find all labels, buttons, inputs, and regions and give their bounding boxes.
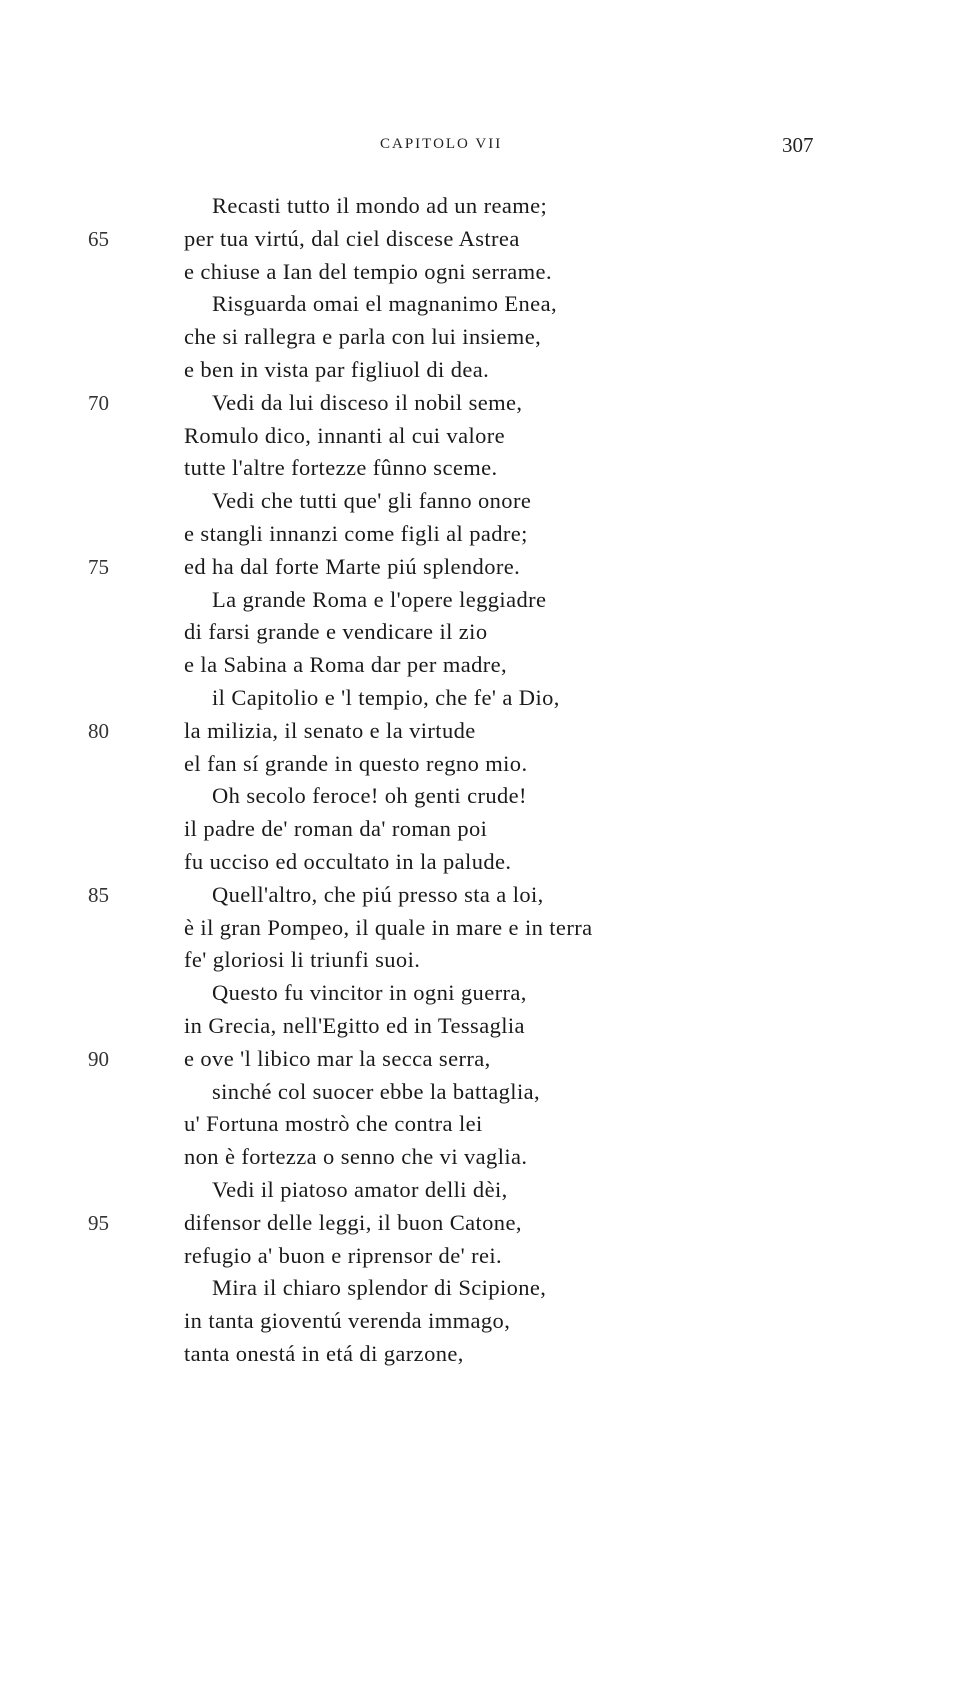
verse-text: il padre de' roman da' roman poi (184, 816, 488, 842)
verse-text: per tua virtú, dal ciel discese Astrea (184, 225, 520, 251)
verse-line (0, 288, 975, 321)
verse-text: sinché col suocer ebbe la battaglia, (212, 1078, 541, 1104)
verse-line (0, 223, 975, 256)
verse-line (0, 1174, 975, 1207)
line-number: 90 (88, 1046, 109, 1071)
verse-text: ed ha dal forte Marte piú splendore. (184, 553, 521, 579)
verse-text: e la Sabina a Roma dar per madre, (184, 652, 508, 678)
verse-line (0, 780, 975, 813)
verse-line (0, 715, 975, 748)
verse-text: el fan sí grande in questo regno mio. (184, 750, 528, 776)
line-number: 95 (88, 1210, 109, 1235)
verse-line (0, 682, 975, 715)
verse-text: Quell'altro, che piú presso sta a loi, (212, 881, 544, 907)
verse-line (0, 1108, 975, 1141)
verse-text: Oh secolo feroce! oh genti crude! (212, 783, 527, 809)
verse-line (0, 420, 975, 453)
verse-line (0, 1043, 975, 1076)
verse-line (0, 1240, 975, 1273)
verse-line (0, 584, 975, 617)
verse-text: non è fortezza o senno che vi vaglia. (184, 1144, 528, 1170)
chapter-title: CAPITOLO VII (380, 136, 503, 152)
verse-line (0, 452, 975, 485)
verse-line (0, 1010, 975, 1043)
verse-text: Romulo dico, innanti al cui valore (184, 422, 506, 448)
verse-text: e ove 'l libico mar la secca serra, (184, 1045, 491, 1071)
verse-line (0, 879, 975, 912)
verse-line (0, 846, 975, 879)
running-head (0, 133, 975, 160)
verse-text: è il gran Pompeo, il quale in mare e in terra (184, 914, 593, 940)
verse-line (0, 912, 975, 945)
verse-line (0, 485, 975, 518)
verse-line (0, 1076, 975, 1109)
verse-line (0, 1338, 975, 1371)
verse-text: Recasti tutto il mondo ad un reame; (212, 193, 548, 218)
verse-line (0, 1207, 975, 1240)
verse-text: Vedi il piatoso amator delli dèi, (212, 1176, 508, 1202)
verse-text: che si rallegra e parla con lui insieme, (184, 324, 542, 350)
verse-text: in Grecia, nell'Egitto ed in Tessaglia (184, 1012, 525, 1038)
line-number: 75 (88, 554, 109, 579)
verse-text: il Capitolio e 'l tempio, che fe' a Dio, (212, 684, 560, 710)
verse-text: Questo fu vincitor in ogni guerra, (212, 980, 527, 1006)
verse-line (0, 256, 975, 289)
verse-line (0, 748, 975, 781)
verse-line (0, 354, 975, 387)
verse-text: in tanta gioventú verenda immago, (184, 1308, 511, 1334)
verse-line (0, 321, 975, 354)
line-number: 85 (88, 882, 109, 907)
verse-text: u' Fortuna mostrò che contra lei (184, 1111, 483, 1137)
verse-text: tanta onestá in etá di garzone, (184, 1340, 464, 1366)
line-number: 70 (88, 390, 109, 415)
verse-line (0, 1305, 975, 1338)
page-number: 307 (782, 133, 814, 157)
verse-line (0, 190, 975, 223)
verse-line (0, 977, 975, 1010)
verse-text: di farsi grande e vendicare il zio (184, 619, 488, 645)
verse-text: fe' gloriosi li triunfi suoi. (184, 947, 421, 973)
verse-line (0, 1141, 975, 1174)
verse-text: Mira il chiaro splendor di Scipione, (212, 1275, 547, 1301)
verse-text: e stangli innanzi come figli al padre; (184, 520, 528, 546)
verse-line (0, 551, 975, 584)
verse-text: refugio a' buon e riprensor de' rei. (184, 1242, 503, 1268)
verse-text: Risguarda omai el magnanimo Enea, (212, 291, 557, 317)
verse-line (0, 616, 975, 649)
verse-line (0, 649, 975, 682)
verse-text: e chiuse a Ian del tempio ogni serrame. (184, 258, 552, 284)
verse-text: Vedi da lui disceso il nobil seme, (212, 389, 523, 415)
verse-text: difensor delle leggi, il buon Catone, (184, 1209, 522, 1235)
verse-text: fu ucciso ed occultato in la palude. (184, 848, 512, 874)
verse-line (0, 1272, 975, 1305)
verse-text: tutte l'altre fortezze fûnno sceme. (184, 455, 498, 481)
verse-text: Vedi che tutti que' gli fanno onore (212, 488, 532, 514)
line-number: 80 (88, 718, 109, 743)
verse-text: la milizia, il senato e la virtude (184, 717, 476, 743)
verse-line (0, 518, 975, 551)
poem-body (0, 190, 975, 1371)
line-number: 65 (88, 226, 109, 251)
verse-text: La grande Roma e l'opere leggiadre (212, 586, 547, 612)
verse-line (0, 387, 975, 420)
verse-line (0, 944, 975, 977)
verse-text: e ben in vista par figliuol di dea. (184, 356, 490, 382)
verse-line (0, 813, 975, 846)
